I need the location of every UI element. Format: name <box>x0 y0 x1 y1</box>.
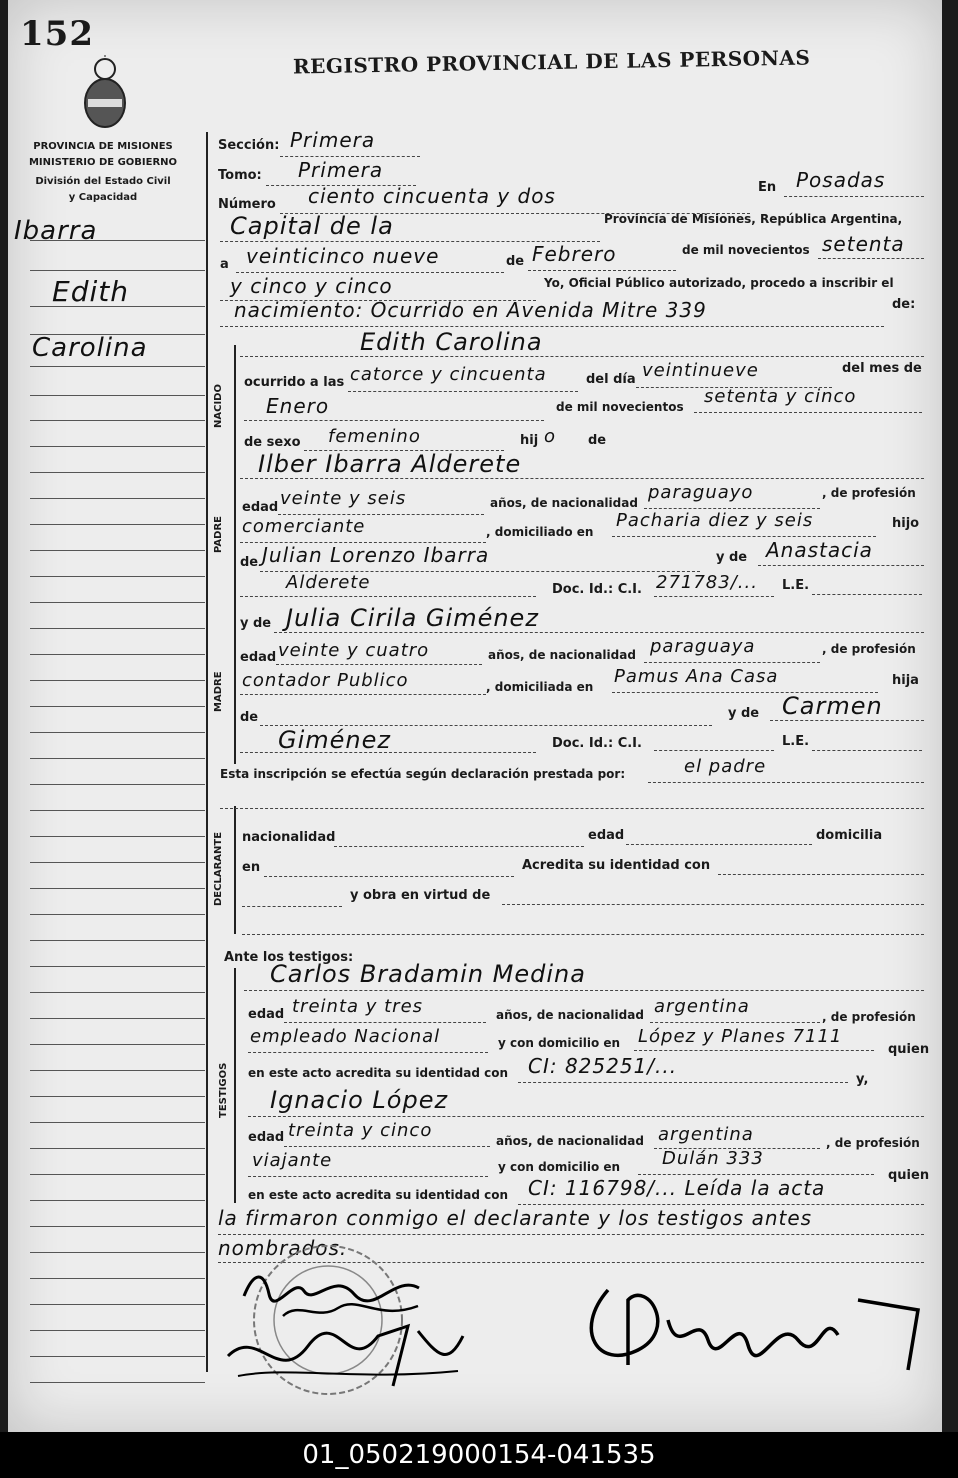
label-t1-y: y, <box>856 1072 869 1087</box>
label-yo: Yo, Oficial Público autorizado, procedo a inscribir el <box>544 276 894 290</box>
label-padre-hijo: hijo <box>892 516 920 531</box>
signature-icon <box>568 1270 928 1380</box>
label-t1-nac: años, de nacionalidad <box>496 1008 644 1022</box>
label-t2-domicilio: y con domicilio en <box>498 1160 621 1174</box>
label-padre-de: de <box>240 555 259 570</box>
label-tomo: Tomo: <box>218 168 262 183</box>
label-del-mes: del mes de <box>842 361 922 376</box>
value-capital: Capital de la <box>230 212 394 240</box>
value-padre-madre: Anastacia <box>766 538 873 562</box>
label-padre-nac: años, de nacionalidad <box>490 496 638 510</box>
value-nombre-inscripto: Edith Carolina <box>360 328 543 356</box>
value-testigo2-edad: treinta y cinco <box>288 1120 433 1141</box>
label-madre-doc: Doc. Id.: C.I. <box>552 736 642 751</box>
value-madre-profesion: contador Publico <box>242 670 409 691</box>
value-testigo1-nombre: Carlos Bradamin Medina <box>270 960 586 988</box>
margin-divider <box>206 132 208 1372</box>
value-cierre-1: la firmaron conmigo el declarante y los testigos antes <box>218 1206 813 1230</box>
org-line: MINISTERIO DE GOBIERNO <box>28 157 178 168</box>
label-sexo: de sexo <box>244 435 301 450</box>
label-madre-domiciliada: , domiciliada en <box>486 680 594 694</box>
value-dia-inscripcion: veinticinco nueve <box>246 244 440 268</box>
value-testigo1-ci: CI: 825251/... <box>528 1054 678 1078</box>
value-declarante: el padre <box>684 756 767 777</box>
label-de-mil: de mil novecientos <box>682 243 810 257</box>
margin-first-name: Edith <box>52 275 129 308</box>
org-line: y Capacidad <box>68 192 138 203</box>
org-line: PROVINCIA DE MISIONES <box>33 141 173 152</box>
label-madre-nac: años, de nacionalidad <box>488 648 636 662</box>
section-label-madre: MADRE <box>213 671 224 712</box>
value-testigo1-nacionalidad: argentina <box>654 996 750 1017</box>
document-title: REGISTRO PROVINCIAL DE LAS PERSONAS <box>292 45 811 79</box>
footer-document-id: 01_050219000154-041535 <box>0 1432 958 1478</box>
coat-of-arms-icon <box>80 55 130 135</box>
label-t1-domicilio: y con domicilio en <box>498 1036 621 1050</box>
value-padre-madre-apellido: Alderete <box>286 572 371 593</box>
value-testigo2-ci: CI: 116798/... Leída la acta <box>528 1176 826 1200</box>
signature-icon <box>218 1316 478 1396</box>
label-en: En <box>758 180 777 195</box>
value-padre-edad: veinte y seis <box>280 488 407 509</box>
section-label-nacido: NACIDO <box>213 384 224 428</box>
value-padre-profesion: comerciante <box>242 516 366 537</box>
margin-rule <box>30 240 205 241</box>
value-tomo: Primera <box>298 158 384 182</box>
value-en: Posadas <box>796 168 886 192</box>
label-numero: Número <box>218 197 276 212</box>
label-a: a <box>220 257 229 272</box>
value-anio-inscripcion-2: y cinco y cinco <box>230 274 393 298</box>
label-t1-edad: edad <box>248 1007 285 1022</box>
margin-surname: Ibarra <box>14 216 98 246</box>
label-ocurrido: ocurrido a las <box>244 375 345 390</box>
value-hora: catorce y cincuenta <box>350 364 547 385</box>
org-line: División del Estado Civil <box>35 176 171 187</box>
value-madre-nacionalidad: paraguaya <box>650 636 756 657</box>
label-padre-edad: edad <box>242 500 279 515</box>
value-madre-nombre: Julia Cirila Giménez <box>286 604 539 632</box>
label-del-dia: del día <box>586 372 636 387</box>
value-testigo1-edad: treinta y tres <box>292 996 424 1017</box>
label-t2-nac: años, de nacionalidad <box>496 1134 644 1148</box>
label-t1-acredita: en este acto acredita su identidad con <box>248 1066 508 1080</box>
value-padre-padre: Julian Lorenzo Ibarra <box>262 543 490 567</box>
label-decl-edad: edad <box>588 828 625 843</box>
label-madre-profesion: , de profesión <box>822 642 916 656</box>
value-hijo-o: o <box>544 426 557 447</box>
label-hijo: hij <box>520 433 539 448</box>
value-anio-nacimiento: setenta y cinco <box>704 386 857 407</box>
label-madre-le: L.E. <box>782 734 810 749</box>
value-sexo: femenino <box>328 426 421 447</box>
value-seccion: Primera <box>290 128 376 152</box>
section-label-declarante: DECLARANTE <box>213 831 224 906</box>
value-testigo1-domicilio: López y Planes 7111 <box>638 1026 843 1047</box>
value-madre-madre-apellido: Giménez <box>278 726 391 754</box>
label-decl-obra: y obra en virtud de <box>350 888 491 903</box>
label-decl-en: en <box>242 860 261 875</box>
value-testigo2-nacionalidad: argentina <box>658 1124 754 1145</box>
value-dia: veintinueve <box>642 360 759 381</box>
label-seccion: Sección: <box>218 138 280 153</box>
label-madre-edad: edad <box>240 650 277 665</box>
value-testigo1-profesion: empleado Nacional <box>250 1026 441 1047</box>
label-madre-hija: hija <box>892 673 919 688</box>
label-padre-le: L.E. <box>782 578 810 593</box>
value-madre-domicilio: Pamus Ana Casa <box>614 666 779 687</box>
label-t1-quien: quien <box>888 1042 930 1057</box>
label-padre-domiciliado: , domiciliado en <box>486 525 594 539</box>
label-t2-edad: edad <box>248 1130 285 1145</box>
label-t1-profesion: , de profesión <box>822 1010 916 1024</box>
label-t2-quien: quien <box>888 1168 930 1183</box>
label-inscripcion: Esta inscripción se efectúa según declaración prestada por: <box>220 767 626 781</box>
section-label-padre: PADRE <box>213 516 224 553</box>
label-provincia: Provincia de Misiones, República Argentina, <box>604 212 903 226</box>
label-hijo-de: de <box>588 433 607 448</box>
value-padre-domicilio: Pacharia diez y seis <box>616 510 814 531</box>
label-de-colon: de: <box>892 297 916 312</box>
label-madre-de: de <box>240 710 259 725</box>
label-decl-acredita: Acredita su identidad con <box>522 858 711 873</box>
label-de-mil-2: de mil novecientos <box>556 400 684 414</box>
value-anio-inscripcion: setenta <box>822 232 905 256</box>
value-testigo2-domicilio: Dulán 333 <box>662 1148 764 1169</box>
label-decl-nacionalidad: nacionalidad <box>242 830 336 845</box>
value-numero: ciento cincuenta y dos <box>308 184 556 208</box>
label-padre-doc: Doc. Id.: C.I. <box>552 582 642 597</box>
label-madre-y-de: y de <box>240 616 272 631</box>
label-padre-y-de: y de <box>716 550 748 565</box>
label-madre-y-de-2: y de <box>728 706 760 721</box>
value-padre-ci: 271783/... <box>656 572 758 593</box>
value-nacimiento: nacimiento: Ocurrido en Avenida Mitre 339 <box>234 298 707 322</box>
registry-page <box>8 0 942 1432</box>
value-cierre-2: nombrados. <box>218 1236 348 1260</box>
label-decl-domicilia: domicilia <box>816 828 883 843</box>
value-madre-edad: veinte y cuatro <box>278 640 430 661</box>
value-testigo2-profesion: viajante <box>252 1150 333 1171</box>
label-t2-acredita: en este acto acredita su identidad con <box>248 1188 508 1202</box>
value-madre-madre: Carmen <box>782 692 883 720</box>
label-padre-profesion: , de profesión <box>822 486 916 500</box>
value-testigo2-nombre: Ignacio López <box>270 1086 449 1114</box>
margin-second-name: Carolina <box>32 333 148 363</box>
label-t2-profesion: , de profesión <box>826 1136 920 1150</box>
value-padre-nacionalidad: paraguayo <box>648 482 754 503</box>
value-mes: Enero <box>266 394 330 418</box>
value-mes-inscripcion: Febrero <box>532 242 617 266</box>
page-number: 152 <box>20 14 94 54</box>
label-testigos: Ante los testigos: <box>224 950 354 965</box>
label-de: de <box>506 254 525 269</box>
value-padre-nombre: Ilber Ibarra Alderete <box>258 450 522 478</box>
section-label-testigos: TESTIGOS <box>218 1062 229 1118</box>
section-divider <box>234 345 236 465</box>
